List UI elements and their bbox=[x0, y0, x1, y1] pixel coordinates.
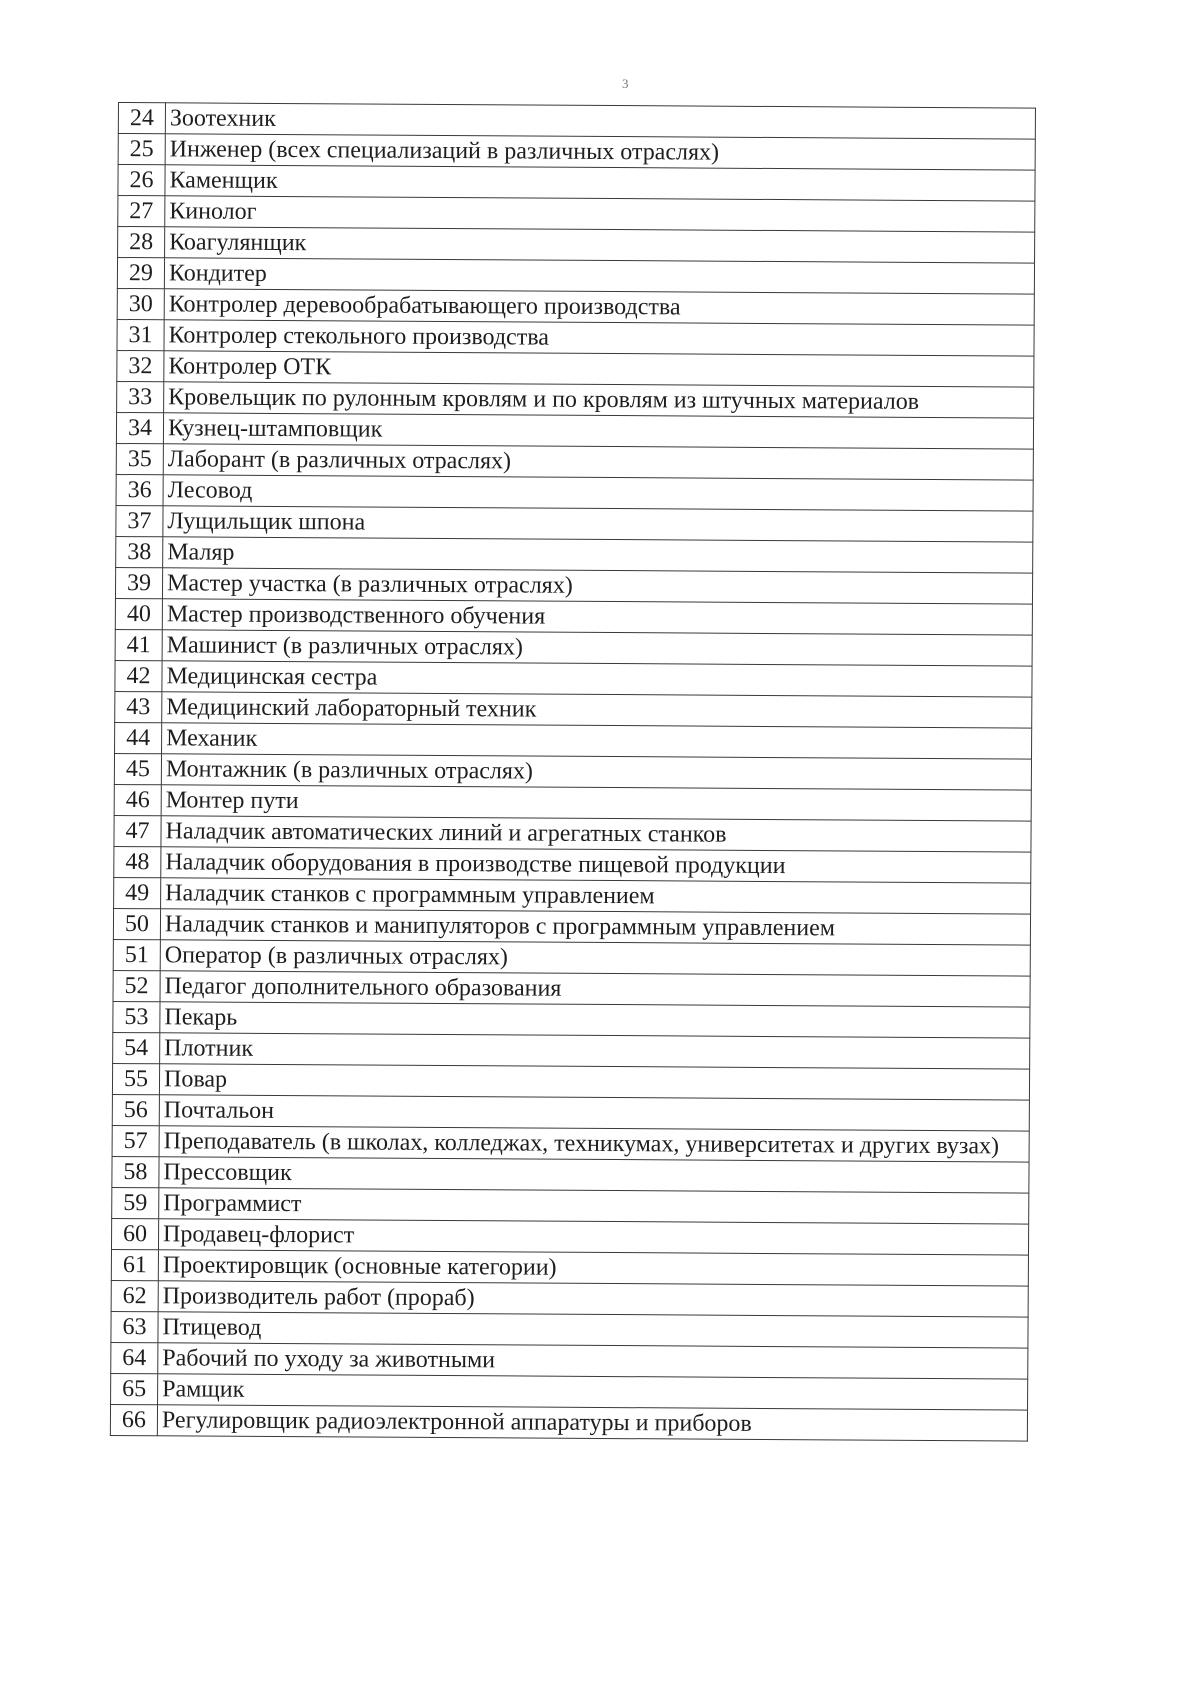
row-number: 66 bbox=[110, 1404, 157, 1435]
table-row bbox=[112, 1125, 1029, 1162]
row-number: 64 bbox=[111, 1342, 158, 1373]
profession-name: Регулировщик радиоэлектронной аппаратуры и приборов bbox=[157, 1405, 1027, 1441]
profession-name: Медицинский лабораторный техник bbox=[162, 692, 1032, 728]
table-row bbox=[115, 567, 1032, 604]
row-number: 60 bbox=[111, 1218, 158, 1249]
row-number: 35 bbox=[116, 443, 163, 474]
profession-name: Наладчик оборудования в производстве пищевой продукции bbox=[161, 847, 1031, 883]
profession-name: Каменщик bbox=[165, 165, 1035, 201]
profession-name: Птицевод bbox=[158, 1312, 1028, 1348]
profession-name: Наладчик станков с программным управлением bbox=[161, 878, 1031, 914]
row-number: 56 bbox=[112, 1094, 159, 1125]
row-number: 34 bbox=[116, 412, 163, 443]
profession-name: Монтер пути bbox=[161, 785, 1031, 821]
table-row bbox=[111, 1311, 1028, 1348]
row-number: 49 bbox=[114, 877, 161, 908]
table-row bbox=[114, 784, 1031, 821]
row-number: 45 bbox=[114, 753, 161, 784]
table-row bbox=[117, 350, 1034, 387]
row-number: 28 bbox=[118, 227, 165, 258]
row-number: 44 bbox=[115, 722, 162, 753]
profession-name: Плотник bbox=[160, 1033, 1030, 1069]
table-row bbox=[117, 319, 1034, 356]
profession-name: Кузнец-штамповщик bbox=[163, 413, 1033, 449]
row-number: 59 bbox=[112, 1187, 159, 1218]
row-number: 53 bbox=[113, 1001, 160, 1032]
table-row bbox=[117, 381, 1034, 418]
profession-name: Инженер (всех специализаций в различных отраслях) bbox=[165, 134, 1035, 170]
profession-name: Механик bbox=[162, 723, 1032, 759]
table-row bbox=[115, 722, 1032, 759]
table-row bbox=[118, 165, 1035, 202]
profession-name: Маляр bbox=[163, 537, 1033, 573]
professions-table-body bbox=[110, 103, 1035, 1442]
table-row bbox=[113, 939, 1030, 976]
table-row bbox=[113, 908, 1030, 945]
table-row bbox=[118, 227, 1035, 264]
table-row bbox=[112, 1156, 1029, 1193]
row-number: 40 bbox=[115, 598, 162, 629]
row-number: 62 bbox=[111, 1280, 158, 1311]
profession-name: Зоотехник bbox=[165, 103, 1035, 139]
table-row bbox=[114, 815, 1031, 852]
profession-name: Наладчик станков и манипуляторов с программным управлением bbox=[160, 909, 1030, 945]
table-row bbox=[115, 660, 1032, 697]
table-row bbox=[112, 1187, 1029, 1224]
profession-name: Рамщик bbox=[158, 1374, 1028, 1410]
row-number: 54 bbox=[113, 1032, 160, 1063]
profession-name: Кинолог bbox=[165, 196, 1035, 232]
row-number: 32 bbox=[117, 350, 164, 381]
table-row bbox=[112, 1094, 1029, 1131]
table-row bbox=[114, 877, 1031, 914]
row-number: 46 bbox=[114, 784, 161, 815]
profession-name: Кровельщик по рулонным кровлям и по кровлям из штучных материалов bbox=[164, 382, 1034, 418]
row-number: 38 bbox=[116, 536, 163, 567]
row-number: 43 bbox=[115, 691, 162, 722]
table-row bbox=[111, 1249, 1028, 1286]
profession-name: Пекарь bbox=[160, 1002, 1030, 1038]
row-number: 25 bbox=[118, 134, 165, 165]
profession-name: Кондитер bbox=[164, 258, 1034, 294]
row-number: 41 bbox=[115, 629, 162, 660]
profession-name: Преподаватель (в школах, колледжах, техникумах, университетах и других вузах) bbox=[159, 1126, 1029, 1162]
profession-name: Мастер производственного обучения bbox=[162, 599, 1032, 635]
profession-name: Контролер ОТК bbox=[164, 351, 1034, 387]
profession-name: Лаборант (в различных отраслях) bbox=[163, 444, 1033, 480]
table-row bbox=[111, 1218, 1028, 1255]
table-row bbox=[110, 1404, 1027, 1441]
profession-name: Лесовод bbox=[163, 475, 1033, 511]
profession-name: Лущильщик шпона bbox=[163, 506, 1033, 542]
profession-name: Контролер деревообрабатывающего производства bbox=[164, 289, 1034, 325]
row-number: 26 bbox=[118, 165, 165, 196]
table-row bbox=[118, 103, 1035, 140]
row-number: 30 bbox=[117, 288, 164, 319]
profession-name: Коагулянщик bbox=[165, 227, 1035, 263]
row-number: 50 bbox=[113, 908, 160, 939]
table-row bbox=[113, 970, 1030, 1007]
table-row bbox=[116, 443, 1033, 480]
table-row bbox=[116, 505, 1033, 542]
row-number: 33 bbox=[117, 381, 164, 412]
row-number: 51 bbox=[113, 939, 160, 970]
row-number: 61 bbox=[111, 1249, 158, 1280]
profession-name: Программист bbox=[159, 1188, 1029, 1224]
row-number: 55 bbox=[112, 1063, 159, 1094]
profession-name: Педагог дополнительного образования bbox=[160, 971, 1030, 1007]
profession-name: Оператор (в различных отраслях) bbox=[160, 940, 1030, 976]
table-row bbox=[115, 629, 1032, 666]
table-row bbox=[114, 753, 1031, 790]
row-number: 39 bbox=[115, 567, 162, 598]
row-number: 37 bbox=[116, 505, 163, 536]
table-row bbox=[117, 258, 1034, 295]
table-row bbox=[113, 1032, 1030, 1069]
row-number: 63 bbox=[111, 1311, 158, 1342]
row-number: 36 bbox=[116, 474, 163, 505]
profession-name: Контролер стекольного производства bbox=[164, 320, 1034, 356]
table-row bbox=[111, 1342, 1028, 1379]
row-number: 48 bbox=[114, 846, 161, 877]
row-number: 27 bbox=[118, 196, 165, 227]
table-row bbox=[115, 691, 1032, 728]
table-row bbox=[117, 288, 1034, 325]
profession-name: Прессовщик bbox=[159, 1157, 1029, 1193]
table-row bbox=[111, 1280, 1028, 1317]
professions-table-container bbox=[110, 102, 1036, 1442]
table-row bbox=[114, 846, 1031, 883]
row-number: 65 bbox=[111, 1373, 158, 1404]
row-number: 24 bbox=[118, 103, 165, 134]
profession-name: Мастер участка (в различных отраслях) bbox=[162, 568, 1032, 604]
page-number: 3 bbox=[622, 76, 629, 91]
table-row bbox=[118, 134, 1035, 171]
row-number: 42 bbox=[115, 660, 162, 691]
profession-name: Проектировщик (основные категории) bbox=[158, 1250, 1028, 1286]
profession-name: Продавец-флорист bbox=[158, 1219, 1028, 1255]
table-row bbox=[115, 598, 1032, 635]
profession-name: Монтажник (в различных отраслях) bbox=[161, 754, 1031, 790]
profession-name: Машинист (в различных отраслях) bbox=[162, 630, 1032, 666]
profession-name: Наладчик автоматических линий и агрегатных станков bbox=[161, 816, 1031, 852]
profession-name: Почтальон bbox=[159, 1095, 1029, 1131]
row-number: 29 bbox=[117, 258, 164, 289]
row-number: 52 bbox=[113, 970, 160, 1001]
row-number: 58 bbox=[112, 1156, 159, 1187]
row-number: 57 bbox=[112, 1125, 159, 1156]
professions-table bbox=[110, 102, 1036, 1442]
profession-name: Повар bbox=[159, 1064, 1029, 1100]
profession-name: Производитель работ (прораб) bbox=[158, 1281, 1028, 1317]
table-row bbox=[118, 196, 1035, 233]
row-number: 31 bbox=[117, 319, 164, 350]
profession-name: Рабочий по уходу за животными bbox=[158, 1343, 1028, 1379]
table-row bbox=[116, 412, 1033, 449]
profession-name: Медицинская сестра bbox=[162, 661, 1032, 697]
row-number: 47 bbox=[114, 815, 161, 846]
